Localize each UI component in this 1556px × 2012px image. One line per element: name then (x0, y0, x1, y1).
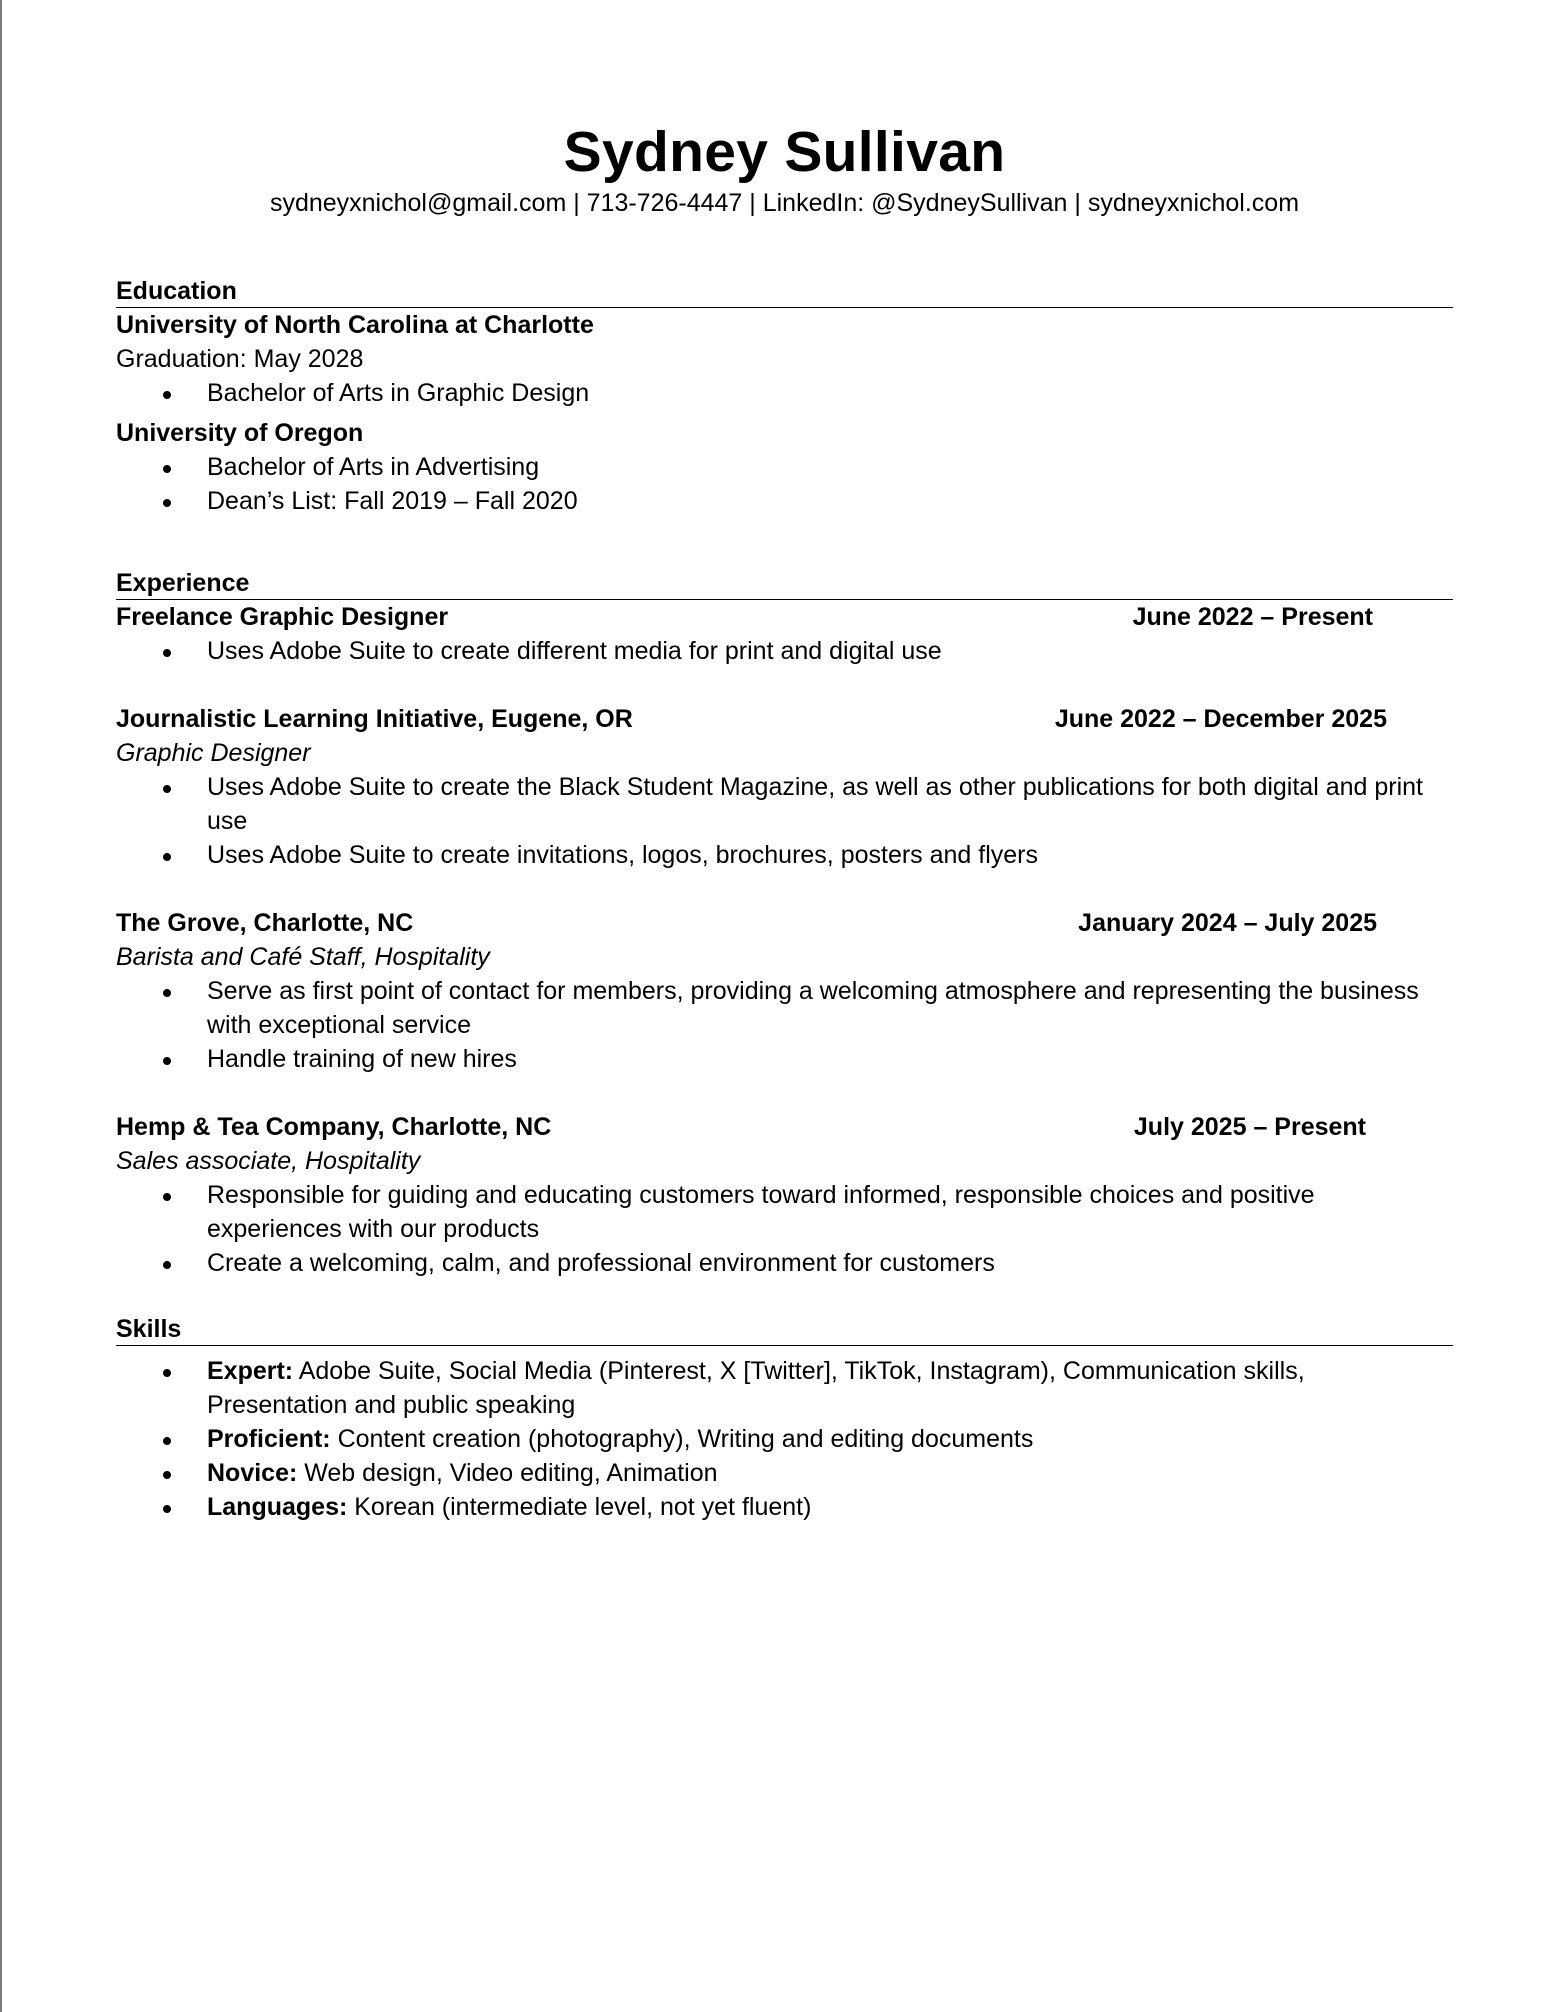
bullet-icon (163, 1261, 171, 1269)
bullet-item: Uses Adobe Suite to create invitations, logos, brochures, posters and flyers (116, 838, 1453, 872)
school-name: University of North Carolina at Charlotte (116, 311, 594, 339)
education-section (116, 276, 1453, 518)
skill-label: Novice: (207, 1459, 298, 1487)
skill-text: Adobe Suite, Social Media (Pinterest, X [Twitter], TikTok, Instagram), Communication skills, Presentation and public speaking (207, 1357, 1305, 1419)
job-dates: July 2025 – Present (1133, 1113, 1366, 1141)
skill-label: Languages: (207, 1493, 348, 1521)
job-entry (116, 702, 1453, 872)
bullet-icon (163, 1193, 171, 1201)
bullet-icon (163, 391, 171, 399)
bullet-icon (163, 1437, 171, 1445)
job-header (116, 600, 1453, 634)
bullet-item: Uses Adobe Suite to create different media for print and digital use (116, 634, 1453, 668)
bullet-item: Uses Adobe Suite to create the Black Student Magazine, as well as other publications for both digital and print use (116, 770, 1453, 838)
skill-label: Proficient: (207, 1425, 331, 1453)
job-header (116, 702, 1453, 736)
school-detail: Graduation: May 2028 (116, 345, 364, 373)
skill-text: Web design, Video editing, Animation (297, 1459, 718, 1487)
section-title-education: Education (116, 276, 1453, 308)
skill-text: Korean (intermediate level, not yet fluent) (347, 1493, 812, 1521)
job-dates: June 2022 – Present (1132, 603, 1373, 631)
skill-item (116, 1456, 1453, 1490)
bullet-icon (163, 785, 171, 793)
bullet-item: Dean’s List: Fall 2019 – Fall 2020 (116, 484, 1453, 518)
job-bullets (116, 634, 1453, 668)
resume-name: Sydney Sullivan (563, 120, 1006, 184)
school-name: University of Oregon (116, 419, 364, 447)
job-org: Journalistic Learning Initiative, Eugene, OR (116, 705, 633, 733)
bullet-item: Responsible for guiding and educating customers toward informed, responsible choices and positive experiences with our products (116, 1178, 1453, 1246)
section-title-skills: Skills (116, 1314, 1453, 1346)
bullet-item: Handle training of new hires (116, 1042, 1453, 1076)
skill-item (116, 1354, 1453, 1422)
skill-text: Content creation (photography), Writing and editing documents (330, 1425, 1034, 1453)
section-title-experience: Experience (116, 568, 1453, 600)
bullet-icon (163, 1369, 171, 1377)
school-bullets (116, 450, 1453, 518)
bullet-icon (163, 1057, 171, 1065)
bullet-icon (163, 989, 171, 997)
resume-page (116, 118, 1453, 1524)
bullet-item: Bachelor of Arts in Graphic Design (116, 376, 1453, 410)
job-org: Hemp & Tea Company, Charlotte, NC (116, 1113, 552, 1141)
bullet-icon (163, 1505, 171, 1513)
job-role: Graphic Designer (116, 739, 311, 767)
bullet-item: Serve as first point of contact for members, providing a welcoming atmosphere and representing the business with exceptional service (116, 974, 1453, 1042)
job-header (116, 1110, 1453, 1144)
school-bullets (116, 376, 1453, 410)
bullet-icon (163, 465, 171, 473)
job-entry (116, 1110, 1453, 1280)
bullet-item: Create a welcoming, calm, and professional environment for customers (116, 1246, 1453, 1280)
job-org: The Grove, Charlotte, NC (116, 909, 414, 937)
job-role: Barista and Café Staff, Hospitality (116, 943, 490, 971)
skills-section (116, 1314, 1453, 1524)
job-dates: June 2022 – December 2025 (1054, 705, 1387, 733)
contact-line: sydneyxnichol@gmail.com | 713-726-4447 | LinkedIn: @SydneySullivan | sydneyxnichol.com (269, 189, 1300, 217)
job-entry (116, 600, 1453, 668)
job-dates: January 2024 – July 2025 (1078, 909, 1377, 937)
skill-label: Expert: (207, 1357, 294, 1385)
job-entry (116, 906, 1453, 1076)
page-edge (0, 0, 2, 2012)
job-bullets (116, 974, 1453, 1076)
bullet-icon (163, 853, 171, 861)
bullet-icon (163, 499, 171, 507)
job-header (116, 906, 1453, 940)
bullet-icon (163, 1471, 171, 1479)
skills-bullets (116, 1354, 1453, 1524)
skill-item (116, 1490, 1453, 1524)
job-bullets (116, 770, 1453, 872)
bullet-icon (163, 649, 171, 657)
experience-section (116, 568, 1453, 1280)
job-org: Freelance Graphic Designer (116, 603, 449, 631)
skill-item (116, 1422, 1453, 1456)
job-bullets (116, 1178, 1453, 1280)
job-role: Sales associate, Hospitality (116, 1147, 421, 1175)
bullet-item: Bachelor of Arts in Advertising (116, 450, 1453, 484)
